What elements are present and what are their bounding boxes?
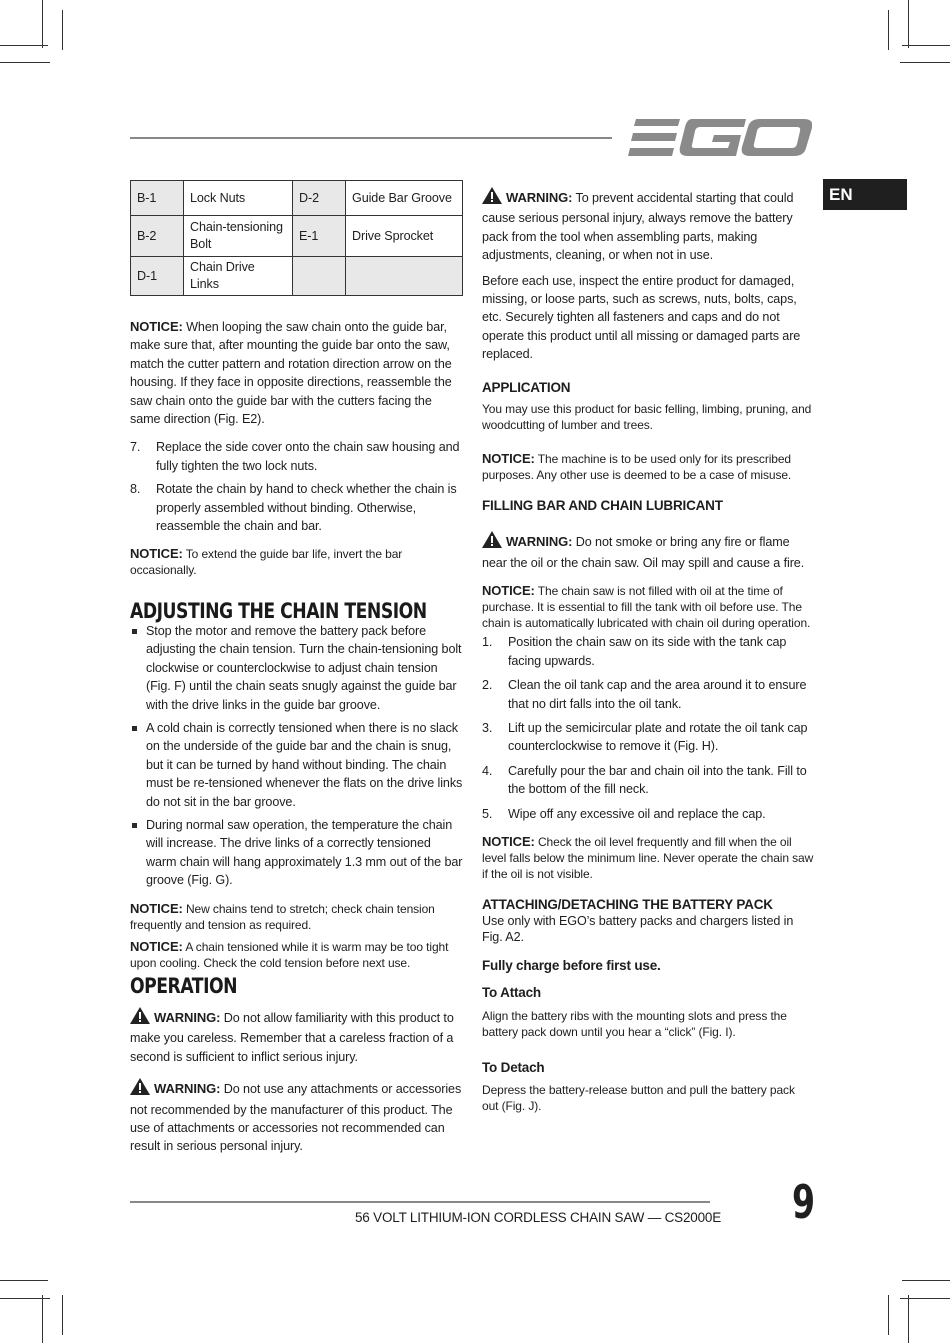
warning-paragraph [482,187,814,265]
table-cell: E-1 [293,216,346,257]
warning-triangle-icon [482,187,502,209]
step-text: Wipe off any excessive oil and replace the cap. [508,806,766,821]
warning-triangle-icon [482,531,502,553]
step-text: Replace the side cover onto the chain saw housing and fully tighten the two lock nuts. [156,440,460,473]
right-column [482,187,814,1114]
list-item [130,622,464,714]
table-cell [346,257,463,296]
detach-paragraph: Depress the battery-release button and pull the battery pack out (Fig. J). [482,1083,795,1114]
warning-text: To prevent accidental starting that could cause serious personal injury, always remove the battery pack from the tool when assembling parts, making adjustments, cleaning, or when not in use. [482,191,794,263]
table-cell: Drive Sprocket [346,216,463,257]
inspect-paragraph: Before each use, inspect the entire product for damaged, missing, or loose parts, such as screws, nuts, bolts, caps, etc. Securely tighten all fasteners and caps and do not operate this product until all missing or damaged parts are replaced. [482,273,801,362]
list-item [130,719,464,811]
bullet-square-icon [132,629,137,634]
warning-paragraph [130,1007,464,1066]
steps-list [130,438,464,535]
step-text: Position the chain saw on its side with the tank cap facing upwards. [508,635,787,668]
notice-text: New chains tend to stretch; check chain tension frequently and tension as required. [130,901,435,932]
footer-title: 56 VOLT LITHIUM-ION CORDLESS CHAIN SAW — CS2000E [355,1210,721,1225]
bullet-text: A cold chain is correctly tensioned when there is no slack on the underside of the guide bar and the chain is snug, but it can be turned by hand without binding. The chain must be re-tensioned whenever the flats on the drive links do not sit in the bar groove. [146,720,463,809]
table-cell: D-1 [131,257,184,296]
step-text: Lift up the semicircular plate and rotate the oil tank cap counterclockwise to remove it (Fig. H). [508,720,808,754]
bullet-text: Stop the motor and remove the battery pack before adjusting the chain tension. Turn the chain-tensioning bolt clockwise or counterclockwise to adjust chain tension (Fig. F) until the chain seats snugly against the guide bar with the drive links in the guide bar groove. [146,623,462,712]
notice-label: NOTICE: [130,546,183,562]
notice-paragraph [130,939,464,971]
notice-paragraph [482,834,814,882]
notice-text: To extend the guide bar life, invert the bar occasionally. [130,547,403,578]
table-cell [293,257,346,296]
warning-text: Do not smoke or bring any fire or flame near the oil or the chain saw. Oil may spill and cause a fire. [482,535,805,570]
table-cell: Chain Drive Links [184,257,293,296]
section-heading: FILLING BAR AND CHAIN LUBRICANT [482,498,723,514]
table-row [131,216,463,257]
step-number: 4. [482,763,493,778]
warning-triangle-icon [130,1078,150,1100]
list-item [482,633,814,670]
step-text: Clean the oil tank cap and the area around it to ensure that no dirt falls into the oil tank. [508,678,807,711]
notice-label: NOTICE: [482,583,535,599]
notice-text: The chain saw is not filled with oil at the time of purchase. It is essential to fill the tank with oil before use. The chain is automatically lubricated with chain oil during operation. [482,584,811,631]
list-item [482,762,814,799]
list-item [130,480,464,535]
step-text: Carefully pour the bar and chain oil into the tank. Fill to the bottom of the fill neck. [508,763,807,797]
bullet-text: During normal saw operation, the temperature the chain will increase. The drive links of a correctly tensioned warm chain will hang approximately 1.3 mm out of the bar groove (Fig. G). [146,817,463,888]
warning-triangle-icon [130,1007,150,1029]
warning-paragraph [482,531,814,572]
table-cell: D-2 [293,181,346,216]
subheading: To Detach [482,1059,545,1075]
application-paragraph: You may use this product for basic felling, limbing, pruning, and woodcutting of lumber and trees. [482,402,812,433]
list-item [482,719,814,756]
subheading: To Attach [482,985,541,1001]
warning-text: Do not allow familiarity with this product to make you careless. Remember that a careless fraction of a second is sufficient to inflict serious injury. [130,1010,454,1064]
step-number: 5. [482,806,493,821]
notice-paragraph [130,318,464,428]
list-item [482,805,814,823]
notice-paragraph [130,901,464,933]
notice-paragraph [482,451,814,483]
notice-text: The machine is to be used only for its prescribed purposes. Any other use is deemed to be a case of misuse. [482,452,792,483]
section-heading: ATTACHING/DETACHING THE BATTERY PACK [482,896,773,912]
notice-paragraph [130,546,464,578]
table-cell: B-2 [131,216,184,257]
warning-paragraph [130,1078,464,1156]
notice-label: NOTICE: [482,451,535,467]
section-heading: APPLICATION [482,379,571,395]
notice-paragraph [482,583,814,631]
step-number: 8. [130,482,141,497]
table-row [131,181,463,216]
table-cell: Lock Nuts [184,181,293,216]
bullet-list [130,622,464,890]
steps-list [482,633,814,823]
warning-label: WARNING: [154,1081,221,1097]
notice-text: A chain tensioned while it is warm may be too tight upon cooling. Check the cold tension before next use. [130,939,449,970]
notice-label: NOTICE: [130,319,183,334]
section-heading: OPERATION [130,973,238,998]
attach-paragraph: Align the battery ribs with the mounting slots and press the battery pack down until you hear a “click” (Fig. I). [482,1008,787,1039]
warning-label: WARNING: [154,1009,221,1025]
table-cell: Guide Bar Groove [346,181,463,216]
header-rule [130,137,612,139]
ego-logo [628,117,812,159]
section-heading: ADJUSTING THE CHAIN TENSION [130,599,427,624]
step-number: 1. [482,635,493,650]
footer-rule [130,1201,710,1203]
step-number: 3. [482,720,493,735]
notice-text: Check the oil level frequently and fill when the oil level falls below the minimum line. Never operate the chain saw if the oil is not visible. [482,834,814,881]
warning-text: Do not use any attachments or accessories not recommended by the manufacturer of this product. The use of attachments or accessories not recommended can result in serious personal injury. [130,1082,462,1154]
warning-label: WARNING: [506,190,573,205]
table-cell: B-1 [131,181,184,216]
list-item [130,438,464,475]
bullet-square-icon [132,726,137,731]
battery-paragraph: Use only with EGO’s battery packs and chargers listed in Fig. A2. [482,913,794,944]
notice-label: NOTICE: [482,833,535,849]
left-column [130,180,464,1156]
notice-label: NOTICE: [130,938,183,954]
notice-text: When looping the saw chain onto the guide bar, make sure that, after mounting the guide bar onto the saw, match the cutter pattern and rotation direction arrow on the housing. If they face in opposite directions, reassemble the saw chain onto the guide bar with the cutters facing the same direction (Fig. E2). [130,320,452,427]
language-tab: EN [823,179,907,210]
list-item [130,816,464,890]
table-row [131,257,463,296]
warning-label: WARNING: [506,534,573,550]
list-item [482,676,814,713]
parts-table [130,180,463,296]
notice-label: NOTICE: [130,900,183,916]
page-number: 9 [792,1175,816,1229]
subheading: Fully charge before first use. [482,957,661,973]
table-cell: Chain-tensioning Bolt [184,216,293,257]
step-number: 7. [130,440,141,455]
step-text: Rotate the chain by hand to check whether the chain is properly assembled without binding. Otherwise, reassemble the chain and bar. [156,482,457,534]
bullet-square-icon [132,823,137,828]
step-number: 2. [482,678,493,693]
